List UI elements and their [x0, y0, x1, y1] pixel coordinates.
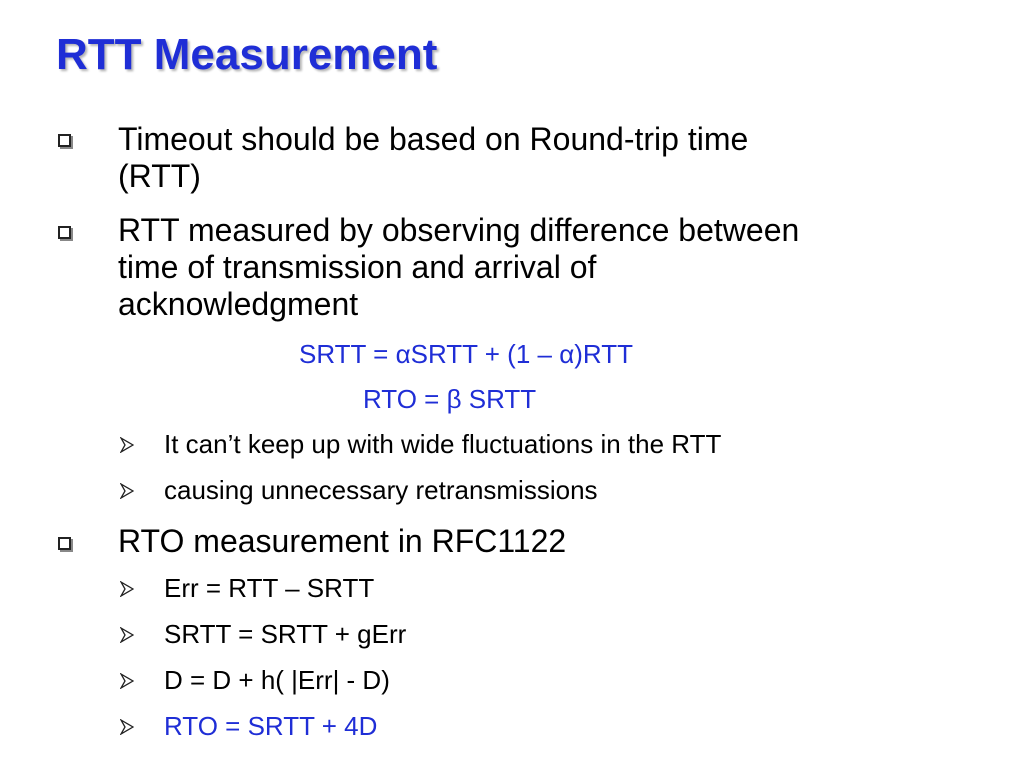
- bullet-timeout-line1: Timeout should be based on Round-trip time: [118, 121, 749, 157]
- formula-rto: RTO = β SRTT: [363, 384, 537, 414]
- arrowhead-icon: [120, 483, 134, 499]
- arrowhead-icon: [120, 627, 134, 643]
- bullet-rtt-line3: acknowledgment: [118, 286, 359, 322]
- arrowhead-icon: [120, 581, 134, 597]
- square-bullet-icon: [58, 537, 71, 550]
- sub-bullet-srtt: SRTT = SRTT + gErr: [164, 619, 407, 649]
- square-bullet-icon: [58, 134, 71, 147]
- sub-bullet-retransmissions: causing unnecessary retransmissions: [164, 475, 598, 505]
- bullet-timeout-line2: (RTT): [118, 158, 201, 194]
- bullet-timeout: [118, 121, 998, 195]
- square-bullet-icon: [58, 226, 71, 239]
- formula-srtt: SRTT = αSRTT + (1 – α)RTT: [299, 339, 633, 369]
- sub-bullet-fluctuations: It can’t keep up with wide fluctuations in the RTT: [164, 429, 722, 459]
- bullet-rtt-line2: time of transmission and arrival of: [118, 249, 597, 285]
- arrowhead-icon: [120, 437, 134, 453]
- arrowhead-icon: [120, 673, 134, 689]
- sub-bullet-d: D = D + h( |Err| - D): [164, 665, 390, 695]
- sub-bullet-rto: RTO = SRTT + 4D: [164, 711, 378, 741]
- bullet-rto-rfc: [118, 523, 998, 560]
- bullet-rtt-line1: RTT measured by observing difference between: [118, 212, 800, 248]
- arrowhead-icon: [120, 719, 134, 735]
- bullet-rto-line1: RTO measurement in RFC1122: [118, 523, 567, 559]
- sub-bullet-err: Err = RTT – SRTT: [164, 573, 375, 603]
- bullet-rtt-measured: [118, 212, 998, 323]
- slide-title: RTT Measurement: [56, 30, 438, 79]
